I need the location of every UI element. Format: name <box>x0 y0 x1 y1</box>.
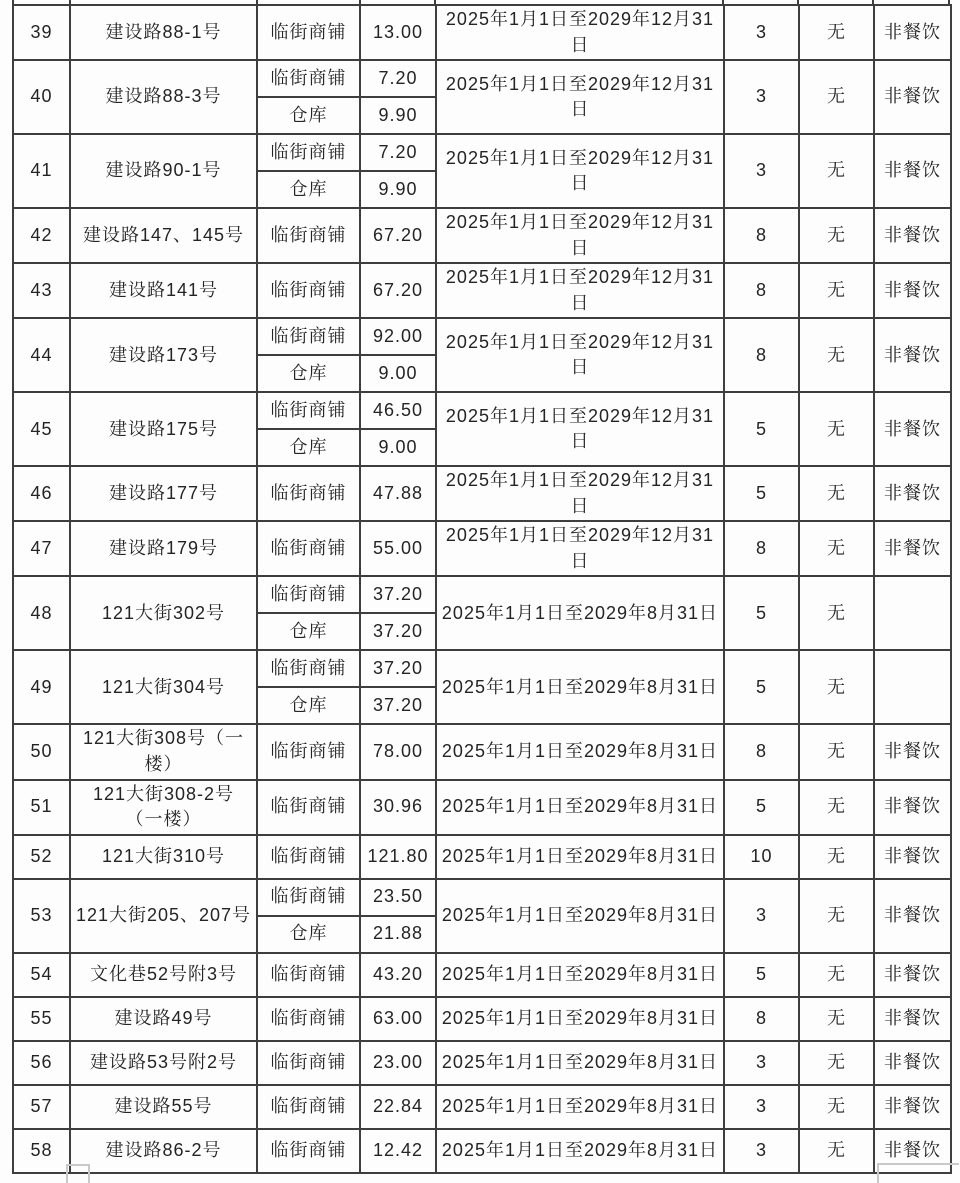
cell-unit-type: 临街商铺 <box>257 835 360 879</box>
cell-term: 2025年1月1日至2029年8月31日 <box>436 576 724 650</box>
cell-area: 9.90 <box>360 97 436 134</box>
cell-seq: 42 <box>13 208 70 263</box>
cell-area: 78.00 <box>360 724 436 779</box>
cell-area: 55.00 <box>360 521 436 576</box>
table-row <box>13 263 951 318</box>
cell-deposit: 无 <box>799 208 874 263</box>
cell-address: 建设路90-1号 <box>70 134 257 208</box>
cell-unit-type: 仓库 <box>257 355 360 392</box>
cell-term: 2025年1月1日至2029年8月31日 <box>436 780 724 835</box>
cell-seq: 39 <box>13 5 70 60</box>
table-row <box>13 879 951 916</box>
cell-years: 8 <box>724 263 799 318</box>
cell-seq: 44 <box>13 318 70 392</box>
cell-seq: 43 <box>13 263 70 318</box>
cell-term: 2025年1月1日至2029年12月31日 <box>436 5 724 60</box>
cell-area: 9.00 <box>360 355 436 392</box>
cell-seq: 50 <box>13 724 70 779</box>
cell-term: 2025年1月1日至2029年12月31日 <box>436 60 724 134</box>
cell-address: 121大街304号 <box>70 650 257 724</box>
cell-term: 2025年1月1日至2029年8月31日 <box>436 650 724 724</box>
cell-deposit: 无 <box>799 879 874 953</box>
cell-term: 2025年1月1日至2029年8月31日 <box>436 1041 724 1085</box>
cell-deposit: 无 <box>799 5 874 60</box>
cell-years: 3 <box>724 5 799 60</box>
cell-deposit: 无 <box>799 318 874 392</box>
cell-area: 121.80 <box>360 835 436 879</box>
cell-seq: 47 <box>13 521 70 576</box>
cell-unit-type: 临街商铺 <box>257 997 360 1041</box>
cell-business: 非餐饮 <box>874 780 951 835</box>
cell-area: 30.96 <box>360 780 436 835</box>
cell-business <box>874 650 951 724</box>
cell-deposit: 无 <box>799 997 874 1041</box>
cell-business: 非餐饮 <box>874 835 951 879</box>
cell-unit-type: 临街商铺 <box>257 879 360 916</box>
cell-term: 2025年1月1日至2029年12月31日 <box>436 208 724 263</box>
cell-unit-type: 临街商铺 <box>257 5 360 60</box>
cell-address: 121大街310号 <box>70 835 257 879</box>
cell-area: 37.20 <box>360 613 436 650</box>
cell-business: 非餐饮 <box>874 879 951 953</box>
cell-unit-type: 临街商铺 <box>257 60 360 97</box>
cell-seq: 51 <box>13 780 70 835</box>
cell-area: 22.84 <box>360 1085 436 1129</box>
cell-seq: 55 <box>13 997 70 1041</box>
cell-term: 2025年1月1日至2029年12月31日 <box>436 521 724 576</box>
cell-area: 23.50 <box>360 879 436 916</box>
cell-term: 2025年1月1日至2029年8月31日 <box>436 953 724 997</box>
table-row <box>13 953 951 997</box>
rental-table-body <box>13 5 951 1173</box>
next-table-fragment-right <box>877 1163 959 1183</box>
cell-business: 非餐饮 <box>874 521 951 576</box>
cell-area: 37.20 <box>360 576 436 613</box>
cell-deposit: 无 <box>799 1085 874 1129</box>
cell-unit-type: 仓库 <box>257 97 360 134</box>
cell-term: 2025年1月1日至2029年12月31日 <box>436 466 724 521</box>
table-row <box>13 5 951 60</box>
cell-business: 非餐饮 <box>874 392 951 466</box>
table-row <box>13 392 951 429</box>
cell-address: 建设路177号 <box>70 466 257 521</box>
cell-seq: 41 <box>13 134 70 208</box>
cell-address: 建设路49号 <box>70 997 257 1041</box>
cell-deposit: 无 <box>799 134 874 208</box>
cell-business: 非餐饮 <box>874 1041 951 1085</box>
rental-listing-table <box>12 4 952 1174</box>
cell-area: 67.20 <box>360 208 436 263</box>
cell-unit-type: 临街商铺 <box>257 263 360 318</box>
cell-seq: 46 <box>13 466 70 521</box>
cell-deposit: 无 <box>799 780 874 835</box>
cell-address: 建设路175号 <box>70 392 257 466</box>
table-row <box>13 521 951 576</box>
cell-deposit: 无 <box>799 263 874 318</box>
table-row <box>13 835 951 879</box>
cell-unit-type: 临街商铺 <box>257 724 360 779</box>
cell-deposit: 无 <box>799 835 874 879</box>
cell-seq: 52 <box>13 835 70 879</box>
table-row <box>13 576 951 613</box>
cell-business: 非餐饮 <box>874 134 951 208</box>
table-row <box>13 466 951 521</box>
cell-seq: 45 <box>13 392 70 466</box>
cell-years: 3 <box>724 1041 799 1085</box>
cell-seq: 54 <box>13 953 70 997</box>
table-row <box>13 134 951 171</box>
cell-unit-type: 临街商铺 <box>257 521 360 576</box>
cell-years: 3 <box>724 1129 799 1173</box>
cell-years: 5 <box>724 392 799 466</box>
table-row <box>13 208 951 263</box>
cell-area: 7.20 <box>360 134 436 171</box>
cell-years: 3 <box>724 134 799 208</box>
cell-years: 3 <box>724 879 799 953</box>
cell-years: 8 <box>724 208 799 263</box>
cell-business: 非餐饮 <box>874 997 951 1041</box>
cell-unit-type: 临街商铺 <box>257 392 360 429</box>
table-row <box>13 60 951 97</box>
cell-address: 建设路179号 <box>70 521 257 576</box>
cell-seq: 57 <box>13 1085 70 1129</box>
cell-unit-type: 临街商铺 <box>257 1085 360 1129</box>
cell-years: 5 <box>724 650 799 724</box>
cell-deposit: 无 <box>799 724 874 779</box>
cell-years: 5 <box>724 953 799 997</box>
cell-unit-type: 临街商铺 <box>257 208 360 263</box>
cell-address: 121大街302号 <box>70 576 257 650</box>
cell-seq: 58 <box>13 1129 70 1173</box>
cell-unit-type: 仓库 <box>257 429 360 466</box>
cell-years: 3 <box>724 1085 799 1129</box>
cell-business: 非餐饮 <box>874 1129 951 1173</box>
cell-area: 37.20 <box>360 650 436 687</box>
cell-area: 37.20 <box>360 687 436 724</box>
table-row <box>13 780 951 835</box>
cell-unit-type: 临街商铺 <box>257 134 360 171</box>
table-row <box>13 650 951 687</box>
cell-address: 建设路55号 <box>70 1085 257 1129</box>
cell-years: 8 <box>724 318 799 392</box>
cell-unit-type: 仓库 <box>257 171 360 208</box>
cell-area: 7.20 <box>360 60 436 97</box>
cell-years: 3 <box>724 60 799 134</box>
cell-term: 2025年1月1日至2029年8月31日 <box>436 724 724 779</box>
cell-business: 非餐饮 <box>874 1085 951 1129</box>
cell-address: 建设路88-1号 <box>70 5 257 60</box>
cell-seq: 53 <box>13 879 70 953</box>
cell-unit-type: 临街商铺 <box>257 318 360 355</box>
cell-address: 建设路141号 <box>70 263 257 318</box>
cell-years: 5 <box>724 780 799 835</box>
cell-business: 非餐饮 <box>874 724 951 779</box>
next-table-fragment-left <box>66 1164 90 1183</box>
cell-seq: 56 <box>13 1041 70 1085</box>
cell-unit-type: 临街商铺 <box>257 650 360 687</box>
cell-deposit: 无 <box>799 1041 874 1085</box>
cell-deposit: 无 <box>799 521 874 576</box>
cell-address: 建设路88-3号 <box>70 60 257 134</box>
cell-years: 10 <box>724 835 799 879</box>
cell-unit-type: 仓库 <box>257 916 360 953</box>
cell-unit-type: 临街商铺 <box>257 576 360 613</box>
cell-years: 5 <box>724 576 799 650</box>
cell-years: 8 <box>724 521 799 576</box>
cell-address: 121大街308-2号（一楼） <box>70 780 257 835</box>
cell-area: 23.00 <box>360 1041 436 1085</box>
cell-term: 2025年1月1日至2029年8月31日 <box>436 879 724 953</box>
cell-business: 非餐饮 <box>874 60 951 134</box>
cell-area: 43.20 <box>360 953 436 997</box>
cell-deposit: 无 <box>799 60 874 134</box>
cell-term: 2025年1月1日至2029年12月31日 <box>436 392 724 466</box>
cell-address: 121大街205、207号 <box>70 879 257 953</box>
cell-years: 5 <box>724 466 799 521</box>
cell-address: 建设路53号附2号 <box>70 1041 257 1085</box>
cell-unit-type: 临街商铺 <box>257 953 360 997</box>
cell-business: 非餐饮 <box>874 263 951 318</box>
cell-seq: 40 <box>13 60 70 134</box>
cell-address: 建设路86-2号 <box>70 1129 257 1173</box>
table-row <box>13 724 951 779</box>
cell-business <box>874 576 951 650</box>
cell-address: 建设路173号 <box>70 318 257 392</box>
cell-term: 2025年1月1日至2029年8月31日 <box>436 1129 724 1173</box>
cell-unit-type: 临街商铺 <box>257 1129 360 1173</box>
cell-area: 47.88 <box>360 466 436 521</box>
table-row <box>13 1041 951 1085</box>
cell-business: 非餐饮 <box>874 208 951 263</box>
cell-business: 非餐饮 <box>874 466 951 521</box>
cell-term: 2025年1月1日至2029年8月31日 <box>436 1085 724 1129</box>
cell-business: 非餐饮 <box>874 5 951 60</box>
cell-unit-type: 临街商铺 <box>257 1041 360 1085</box>
cell-area: 12.42 <box>360 1129 436 1173</box>
cell-area: 21.88 <box>360 916 436 953</box>
cell-deposit: 无 <box>799 576 874 650</box>
cell-seq: 48 <box>13 576 70 650</box>
table-row <box>13 997 951 1041</box>
table-row <box>13 1085 951 1129</box>
cell-area: 63.00 <box>360 997 436 1041</box>
cell-term: 2025年1月1日至2029年12月31日 <box>436 263 724 318</box>
cell-deposit: 无 <box>799 953 874 997</box>
cell-deposit: 无 <box>799 392 874 466</box>
cell-years: 8 <box>724 997 799 1041</box>
cell-unit-type: 临街商铺 <box>257 780 360 835</box>
table-row <box>13 318 951 355</box>
cell-business: 非餐饮 <box>874 318 951 392</box>
cell-address: 文化巷52号附3号 <box>70 953 257 997</box>
cell-term: 2025年1月1日至2029年8月31日 <box>436 997 724 1041</box>
cell-area: 13.00 <box>360 5 436 60</box>
cell-term: 2025年1月1日至2029年8月31日 <box>436 835 724 879</box>
cell-deposit: 无 <box>799 650 874 724</box>
cell-unit-type: 仓库 <box>257 687 360 724</box>
cell-area: 46.50 <box>360 392 436 429</box>
cell-unit-type: 临街商铺 <box>257 466 360 521</box>
cell-area: 92.00 <box>360 318 436 355</box>
cell-deposit: 无 <box>799 1129 874 1173</box>
cell-deposit: 无 <box>799 466 874 521</box>
cell-address: 121大街308号（一楼） <box>70 724 257 779</box>
cell-area: 9.00 <box>360 429 436 466</box>
cell-business: 非餐饮 <box>874 953 951 997</box>
cell-unit-type: 仓库 <box>257 613 360 650</box>
cell-area: 9.90 <box>360 171 436 208</box>
cell-years: 8 <box>724 724 799 779</box>
cell-term: 2025年1月1日至2029年12月31日 <box>436 134 724 208</box>
table-row <box>13 1129 951 1173</box>
cell-address: 建设路147、145号 <box>70 208 257 263</box>
cell-area: 67.20 <box>360 263 436 318</box>
cell-seq: 49 <box>13 650 70 724</box>
cell-term: 2025年1月1日至2029年12月31日 <box>436 318 724 392</box>
